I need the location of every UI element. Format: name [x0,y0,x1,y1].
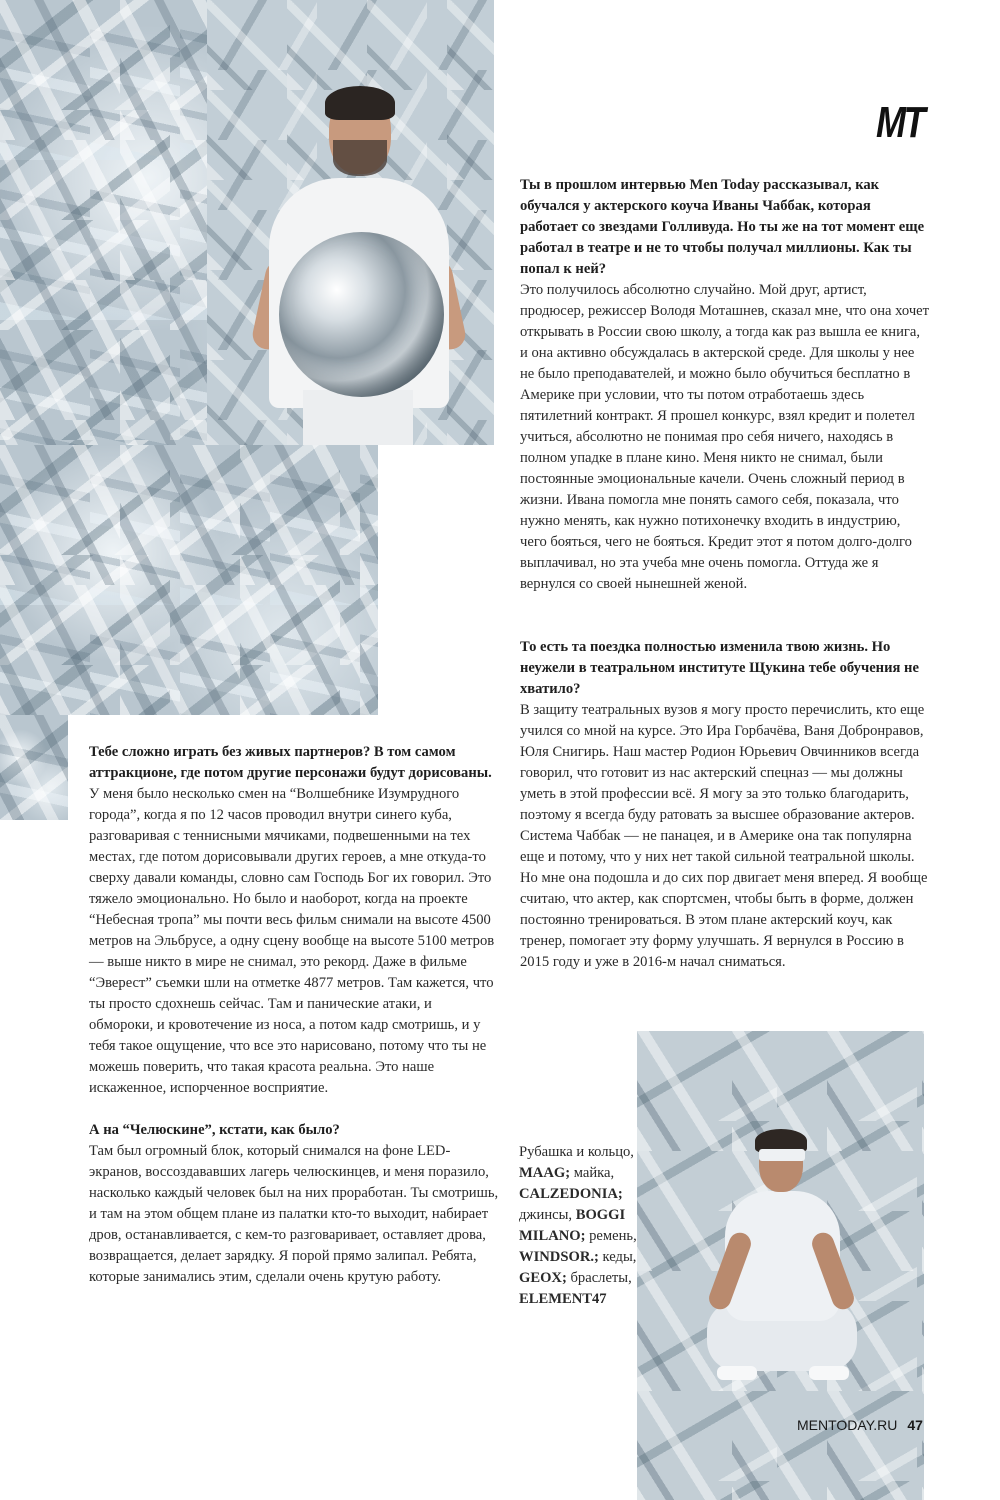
brand-name: CALZEDONIA; [519,1186,623,1202]
interview-answer: Это получилось абсолютно случайно. Мой друг, артист, продюсер, режиссер Володя Моташнев, сказал мне, что она хочет открывать в России свою школу, а тогда как раз вышла ее книга, и она активно обсуждалась в актерской среде. Для школы у нее не было преподавателей, и можно было обучиться бесплатно в Америке при условии, что ты потом отработаешь здесь пятилетний контракт. Я прошел конкурс, взял кредит и полетел учиться, абсолютно не понимая про себя ничего, находясь в полном упадке в плане кино. Меня никто не снимал, были постоянные эмоциональные качели. Очень сложный период в жизни. Ивана помогла мне понять самого себя, показала, что нужно менять, как нужно потихонечку входить в индустрию, чего бояться, чего не бояться. Кредит этот я потом долго-долго выплачивал, но эта учеба мне очень помогла. Оттуда же я вернулся со своей нынешней женой. [520,282,930,592]
caption-text: майка, [570,1165,615,1181]
photo-beard [333,140,387,176]
interview-answer: Там был огромный блок, который снимался на фоне LED-экранов, воссоздававших лагерь челюскинцев, и меня поразило, насколько каждый человек был на них проработан. Ты смотришь, и там на этом общем плане из палатки кто-то выходит, набирает дров, останавливается, с кем-то разговаривает, оставляет дрова, возвращается, делает зарядку. Я порой прямо залипал. Ребята, которые занимались этим, сделали очень крутую работу. [89,1143,499,1285]
brand-name: MAAG; [519,1165,571,1181]
foil-background-strip [0,715,68,820]
brand-name: WINDSOR.; [519,1249,599,1265]
paragraph-gap [89,1099,499,1120]
page-footer [797,1417,923,1433]
caption-text: Рубашка и кольцо, [519,1144,634,1160]
article-column-right-bottom [520,637,930,973]
photo-man-with-foil-ball [207,0,494,445]
magazine-logo: MT [876,98,924,147]
foil-background-middle [0,445,378,715]
page-number: 47 [907,1417,923,1433]
photo-sneaker-left [717,1366,757,1380]
interview-answer: У меня было несколько смен на “Волшебнике Изумрудного города”, когда я по 12 часов проводил внутри синего куба, разговаривая с теннисными мячиками, подвешенными на тех местах, где потом дорисовывали других героев, а мне откуда-то сверху давали команды, словно сам Господь Бог их говорил. Это тяжело эмоционально. Но было и наоборот, когда на проекте “Небесная тропа” мы почти весь фильм снимали на высоте 4500 метров на Эльбрусе, а одну сцену вообще на высоте 5100 метров — выше никто в мире не снимал, это рекорд. Даже в фильме “Эверест” съемки шли на отметке 4877 метров. Там кажется, что ты просто сдохнешь сейчас. Там и панические атаки, и обмороки, и кровотечение из носа, а потом кадр смотришь, и у тебя такое ощущение, что все это нарисовано, потому что ты не можешь поверить, что такая красота реальна. Это наше искаженное, испорченное восприятие. [89,786,495,1096]
interview-question: Тебе сложно играть без живых партнеров? В том самом аттракционе, где потом другие персонажи будут дорисованы. [89,744,492,781]
interview-question: Ты в прошлом интервью Men Today рассказывал, как обучался у актерского коуча Иваны Чаббак, которая работает со звездами Голливуда. Но ты же на тот момент еще работал в театре и не то чтобы получал миллионы. Как ты попал к ней? [520,177,925,277]
caption-text: джинсы, [519,1207,576,1223]
brand-name: GEOX; [519,1270,567,1286]
photo-trousers [303,390,413,445]
foil-ball [279,232,444,397]
photo-foil-mask [759,1149,805,1161]
brand-name: ELEMENT47 [519,1291,607,1307]
caption-text: кеды, [598,1249,637,1265]
caption-text: браслеты, [566,1270,632,1286]
brand-name: BOGGI MILANO; [519,1207,626,1244]
article-column-left [89,742,499,1288]
article-column-right-top [520,175,930,595]
photo-sneaker-right [809,1366,849,1380]
site-url: MENTODAY.RU [797,1417,898,1433]
photo-hair [325,86,395,120]
interview-answer: В защиту театральных вузов я могу просто перечислить, кто еще учился со мной на курсе. Это Ира Горбачёва, Ваня Добронравов, Юля Снигирь. Наш мастер Родион Юрьевич Овчинников всегда говорил, что готовит из нас актерский спецназ — мы должны уметь в этой профессии всё. Я могу за это только благодарить, поэтому я всегда буду ратовать за высшее образование актеров. Система Чаббак — не панацея, и в Америке она так популярна еще и потому, что у них нет такой сильной театральной школы. Но мне она подошла и до сих пор двигает меня вперед. Я вообще считаю, что актер, как спортсмен, чтобы быть в форме, должен постоянно тренироваться. В этом плане актерский коуч, как тренер, помогает эту форму улучшать. Я вернулся в Россию в 2015 году и уже в 2016-м начал сниматься. [520,702,928,970]
caption-text: ремень, [585,1228,637,1244]
photo-credits-caption [519,1142,637,1310]
interview-question: А на “Челюскине”, кстати, как было? [89,1122,340,1138]
interview-question: То есть та поездка полностью изменила твою жизнь. Но неужели в театральном институте Щукина тебе обучения не хватило? [520,639,919,697]
